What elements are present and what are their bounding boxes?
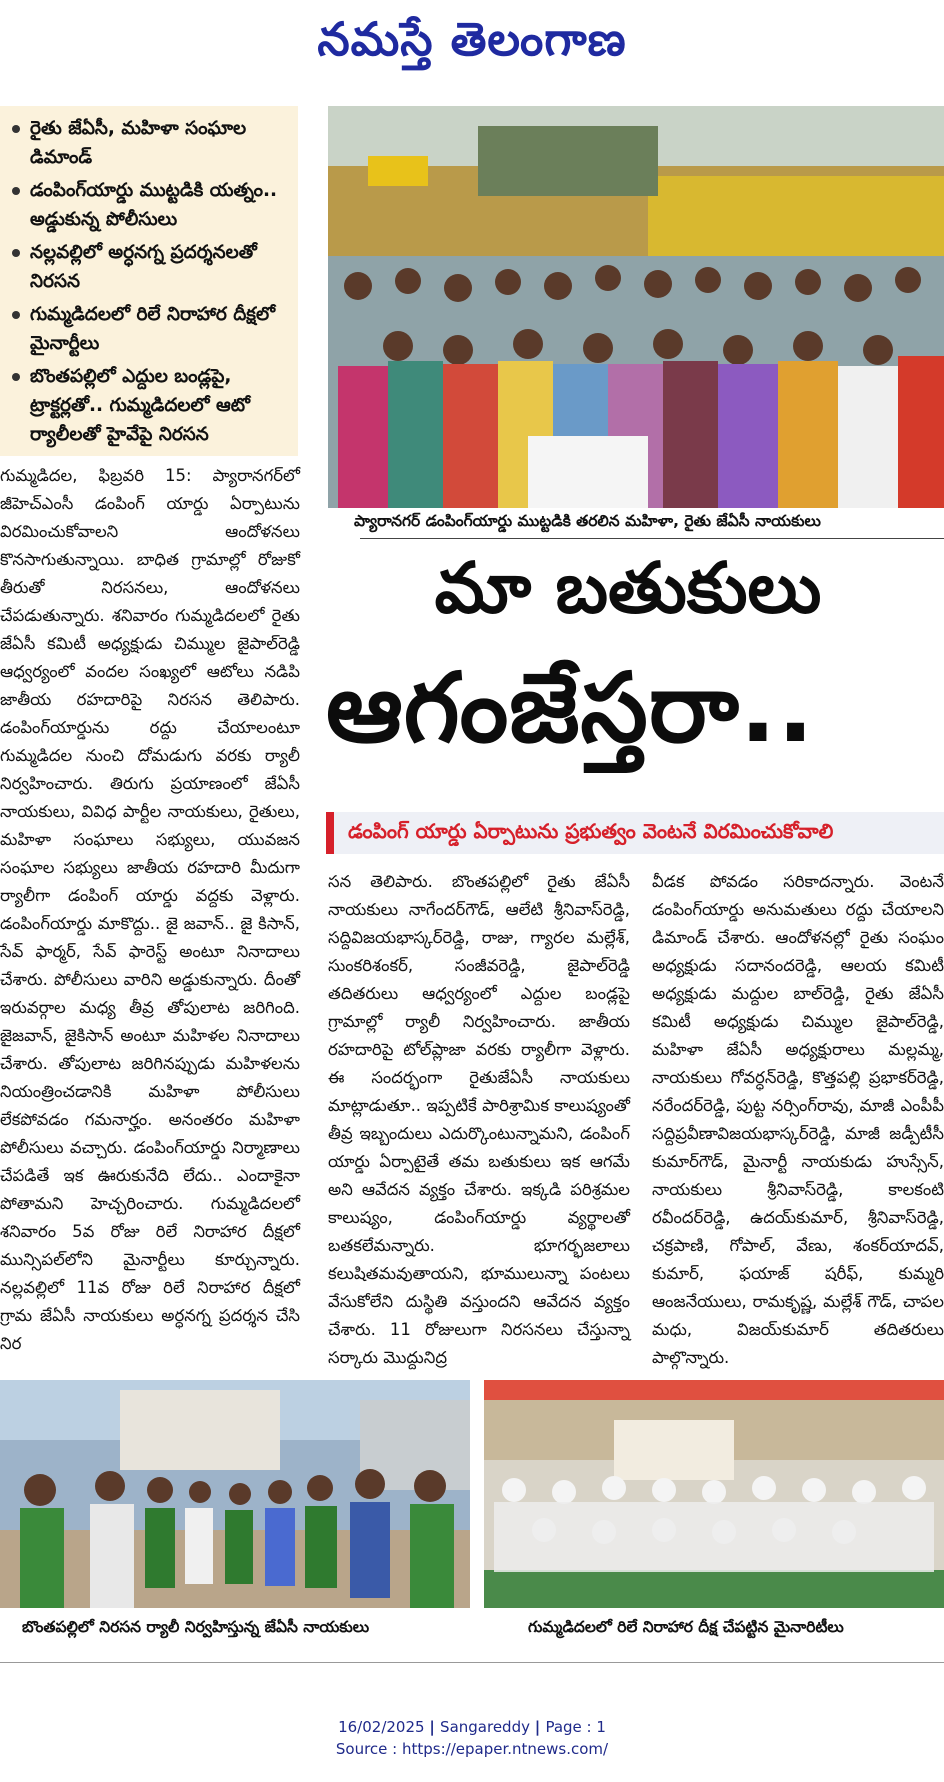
footer-page: Page : 1 (545, 1718, 606, 1736)
subheadline (326, 812, 944, 854)
headline-line-2: ఆగంజేస్తరా.. (326, 652, 815, 764)
top-photo-caption: ప్యారానగర్ డంపింగ్‌యార్డు ముట్టడికి తరలిన మహిళా, రైతు జేఏసీ నాయకులు (354, 512, 821, 530)
footer (0, 1716, 944, 1760)
bottom-right-hunger-strike-photo (484, 1380, 944, 1608)
highlight-item: గుమ్మడిదలలో రిలే నిరాహార దీక్షలో మైనార్టీలు (8, 300, 292, 358)
highlight-item: రైతు జేఏసీ, మహిళా సంఘాల డిమాండ్ (8, 114, 292, 172)
article-col3-text: వీడక పోవడం సరికాదన్నారు. వెంటనే డంపింగ్‌యార్డు అనుమతులు రద్దు చేయాలని డిమాండ్ చేశారు. ఆందోళనల్లో రైతు సంఘం అధ్యక్షుడు సదానందరెడ్డి, ఆలయ కమిటీ అధ్యక్షుడు మద్దుల బాల్‌రెడ్డి, రైతు జేఏసీ కమిటీ అధ్యక్షుడు చిమ్ముల జైపాల్‌రెడ్డి, మహిళా జేఏసీ అధ్యక్షురాలు మల్లమ్మ, నాయకులు గోవర్ధన్‌రెడ్డి, కొత్తపల్లి ప్రభాకర్‌రెడ్డి, నరేందర్‌రెడ్డి, పుట్ట నర్సింగ్‌రావు, మాజీ ఎంపీపీ సద్దిప్రవీణావిజయభాస్కర్‌రెడ్డి, మాజీ జడ్పీటీసీ కుమార్‌గౌడ్, మైనార్టీ నాయకుడు హుస్సేన్, నాయకులు శ్రీనివాస్‌రెడ్డి, కాలకంటి రవీందర్‌రెడ్డి, ఉదయ్‌కుమార్, శ్రీనివాస్‌రెడ్డి, చక్రపాణి, గోపాల్, వేణు, శంకర్‌యాదవ్, కుమార్, ఫయాజ్ షరీఫ్, కుమ్మరి ఆంజనేయులు, రామకృష్ణ, మల్లేశ్ గౌడ్, చాపల మధు, విజయ్‌కుమార్ తదితరులు పాల్గొన్నారు. (652, 872, 944, 1367)
highlights-list (8, 114, 292, 449)
caption-underline (360, 538, 944, 539)
top-protest-photo (328, 106, 944, 508)
footer-source: Source : https://epaper.ntnews.com/ (335, 1740, 609, 1758)
article-col1-text: గుమ్మడిదల, ఫిబ్రవరి 15: ప్యారానగర్‌లో జీహెచ్‌ఎంసీ డంపింగ్ యార్డు ఏర్పాటును విరమించుకోవాలని ఆందోళనలు కొనసాగుతున్నాయి. బాధిత గ్రామాల్లో రోజుకో తీరుతో నిరసనలు, ఆందోళనలు చేపడుతున్నారు. శనివారం గుమ్మడిదలలో రైతు జేఏసీ కమిటీ అధ్యక్షుడు చిమ్ముల జైపాల్‌రెడ్డి ఆధ్వర్యంలో వందల సంఖ్యలో ఆటోలు నడిపి జాతీయ రహదారిపై నిరసన తెలిపారు. డంపింగ్‌యార్డును రద్దు చేయాలంటూ గుమ్మడిదల నుంచి దోమడుగు వరకు ర్యాలీ నిర్వహించారు. తిరుగు ప్రయాణంలో జేఏసీ నాయకులు, వివిధ పార్టీల నాయకులు, రైతులు, మహిళా సంఘాలు సభ్యులు, యువజన సంఘాల సభ్యులు జాతీయ రహదారి మీదుగా ర్యాలీగా డంపింగ్ యార్డు వద్దకు వెళ్లారు. డంపింగ్‌యార్డు మాకొద్దు.. జై జవాన్.. జై కిసాన్, సేవ్ ఫార్మర్, సేవ్ ఫారెస్ట్ అంటూ నినాదాలు చేశారు. పోలీసులు వారిని అడ్డుకున్నారు. దీంతో ఇరువర్గాల మధ్య తీవ్ర తోపులాట జరిగింది. జైజవాన్, జైకిసాన్ అంటూ మహిళల నినాదాలు చేశారు. తోపులాట జరిగినప్పుడు మహిళలను నియంత్రించడానికి మహిళా పోలీసులు లేకపోవడం గమనార్హం. అనంతరం మహిళా పోలీసులు వచ్చారు. డంపింగ్‌యార్డు నిర్మాణాలు చేపడితే ఇక ఊరుకునేది లేదు.. ఎందాకైనా పోతామని హెచ్చరించారు. గుమ్మడిదలలో శనివారం 5వ రోజు రిలే నిరాహార దీక్షలో మున్సిపల్‌లోని మైనార్టీలు కూర్చున్నారు. నల్లవల్లిలో 11వ రోజు రిలే నిరాహార దీక్షలో గ్రామ జేఏసీ నాయకులు అర్ధనగ్న ప్రదర్శన చేసి నిర (0, 466, 300, 1353)
footer-separator: | (534, 1718, 546, 1736)
footer-separator: | (429, 1718, 441, 1736)
article-col2-text: సన తెలిపారు. బొంతపల్లిలో రైతు జేఏసీ నాయకులు నాగేందర్‌గౌడ్, ఆలేటి శ్రీనివాస్‌రెడ్డి, సద్దివిజయభాస్కర్‌రెడ్డి, రాజు, గ్యారల మల్లేశ్, సుంకరిశంకర్, సంజీవరెడ్డి, జైపాల్‌రెడ్డి తదితరులు ఆధ్వర్యంలో ఎద్దుల బండ్లపై గ్రామాల్లో ర్యాలీ నిర్వహించారు. జాతీయ రహదారిపై టోల్‌ప్లాజా వరకు ర్యాలీగా వెళ్లారు. ఈ సందర్భంగా రైతుజేఏసీ నాయకులు మాట్లాడుతూ.. ఇప్పటికే పారిశ్రామిక కాలుష్యంతో తీవ్ర ఇబ్బందులు ఎదుర్కొంటున్నామని, డంపింగ్ యార్డు ఏర్పాటైతే తమ బతుకులు ఇక ఆగమే అని ఆవేదన వ్యక్తం చేశారు. ఇక్కడి పరిశ్రమల కాలుష్యం, డంపింగ్‌యార్డు వ్యర్థాలతో బతకలేమన్నారు. భూగర్భజలాలు కలుషితమవుతాయని, భూములున్నా పంటలు వేసుకోలేని దుస్థితి వస్తుందని ఆవేదన వ్యక్తం చేశారు. 11 రోజులుగా నిరసనలు చేస్తున్నా సర్కారు మొద్దునిద్ర (328, 872, 630, 1367)
bottom-left-rally-photo (0, 1380, 470, 1608)
highlights-box (0, 106, 298, 456)
footer-divider (0, 1662, 944, 1663)
headline-line-1: మా బతుకులు (434, 546, 822, 629)
bottom-right-photo-caption: గుమ్మడిదలలో రిలే నిరాహార దీక్ష చేపట్టిన మైనారిటీలు (528, 1618, 844, 1636)
bottom-left-photo-caption: బొంతపల్లిలో నిరసన ర్యాలీ నిర్వహిస్తున్న జేఏసీ నాయకులు (22, 1618, 370, 1636)
highlight-item: డంపింగ్‌యార్డు ముట్టడికి యత్నం.. అడ్డుకున్న పోలీసులు (8, 176, 292, 234)
footer-edition: Sangareddy (440, 1718, 530, 1736)
footer-line-1 (0, 1716, 944, 1738)
masthead-title: నమస్తే తెలంగాణ (317, 12, 627, 66)
article-column-3 (652, 868, 944, 1367)
footer-date: 16/02/2025 (338, 1718, 425, 1736)
article-column-1 (0, 462, 300, 1353)
highlight-item: నల్లవల్లిలో అర్ధనగ్న ప్రదర్శనలతో నిరసన (8, 238, 292, 296)
masthead (0, 0, 944, 90)
highlight-item: బొంతపల్లిలో ఎద్దుల బండ్లపై, ట్రాక్టర్లతో.. గుమ్మడిదలలో ఆటో ర్యాలీలతో హైవేపై నిరసన (8, 362, 292, 449)
article-column-2 (328, 868, 630, 1367)
subheadline-text: డంపింగ్ యార్డు ఏర్పాటును ప్రభుత్వం వెంటనే విరమించుకోవాలి (348, 818, 834, 843)
